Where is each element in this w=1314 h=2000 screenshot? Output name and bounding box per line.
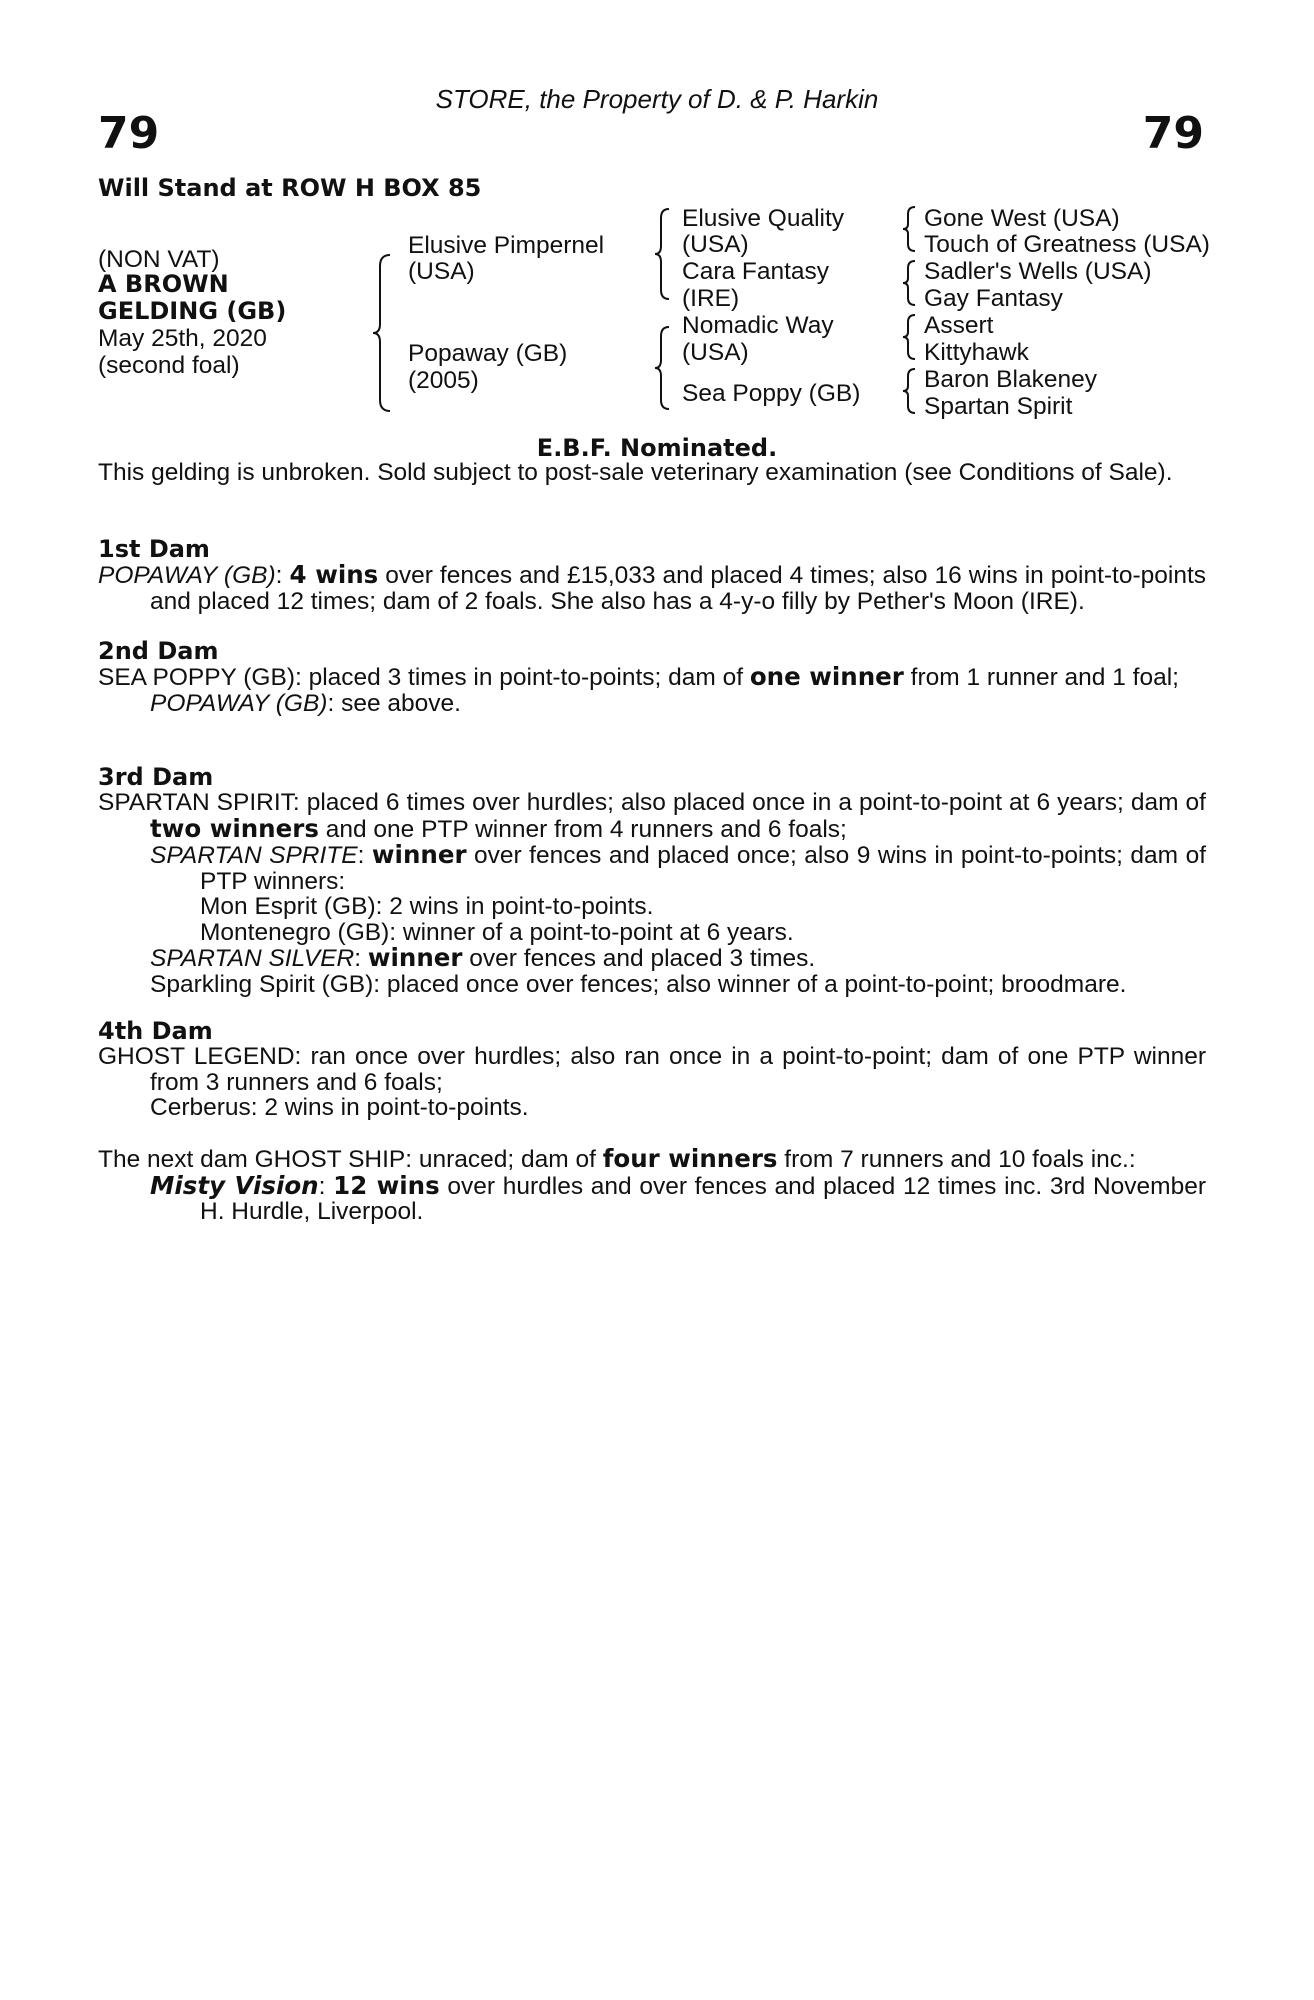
pedigree-brace-gg2 [902,260,918,306]
sparkling-spirit-entry: Sparkling Spirit (GB): placed once over fences; also winner of a point-to-point; broodmare. [150,970,1127,998]
next-dam-text [98,1146,1206,1173]
second-dam-offspring-note: : see above. [327,689,461,717]
second-dam-offspring-name: POPAWAY (GB) [150,689,328,717]
first-dam-text [98,562,1206,614]
spartan-silver-detail: over fences and placed 3 times. [462,945,816,972]
great-grandparent: Gay Fantasy [924,285,1063,312]
pedigree-brace-sire [654,208,672,300]
second-dam-section [98,638,1206,716]
great-grandparent: Gone West (USA) [924,205,1120,232]
first-dam-colon: : [275,562,290,589]
dam-dam-name: Sea Poppy (GB) [682,380,861,407]
spartan-silver-colon: : [354,945,368,972]
third-dam-text [98,790,1206,842]
spartan-silver-winner: winner [367,943,463,972]
second-dam-offspring [150,691,1206,717]
great-grandparent: Baron Blakeney [924,366,1097,393]
next-dam-winners: four winners [602,1144,778,1173]
third-dam-heading: 3rd Dam [98,763,214,791]
fourth-dam-section [98,1018,1206,1121]
lot-number-left: 79 [98,108,160,159]
misty-vision-entry [150,1170,1207,1225]
cerberus-entry: Cerberus: 2 wins in point-to-points. [150,1094,529,1121]
sire-sire-origin: (USA) [682,231,749,258]
pedigree-brace-gg1 [902,206,918,252]
first-dam-section [98,536,1206,614]
next-dam-section [98,1146,1206,1225]
second-dam-detail-b: from 1 runner and 1 foal; [903,664,1179,691]
third-dam-detail-a: SPARTAN SPIRIT: placed 6 times over hurdles; also placed once in a point-to-point at 6 years; dam of [98,789,1206,816]
fourth-dam-heading: 4th Dam [98,1017,213,1045]
spartan-sprite-entry [150,842,1206,894]
third-dam-detail-b: and one PTP winner from 4 runners and 6 foals; [318,815,847,843]
great-grandparent: Assert [924,312,994,339]
next-dam-detail-b: from 7 runners and 10 foals inc.: [777,1146,1136,1173]
dam-year: (2005) [408,367,479,394]
third-dam-section [98,764,1206,997]
great-grandparent: Sadler's Wells (USA) [924,258,1152,285]
sire-dam-name: Cara Fantasy [682,258,830,285]
misty-vision-detail: over hurdles and over fences and placed 12 times inc. 3rd November H. Hurdle, Liverpool. [200,1172,1207,1225]
spartan-sprite-colon: : [357,842,372,869]
dam-sire-name: Nomadic Way [682,312,834,339]
lot-number-right: 79 [1142,108,1204,159]
montenegro-entry: Montenegro (GB): winner of a point-to-point at 6 years. [200,918,794,946]
misty-vision-wins: 12 wins [333,1170,440,1200]
first-dam-detail: over fences and £15,033 and placed 4 times; also 16 wins in point-to-points and placed 12 times; dam of 2 foals. She also has a 4-y-o filly by Pether's Moon (IRE). [150,562,1207,615]
pedigree-brace-dam [654,326,672,410]
great-grandparent: Touch of Greatness (USA) [924,231,1210,258]
vat-status: (NON VAT) [98,246,220,273]
spartan-sprite-detail: over fences and placed once; also 9 wins in point-to-points; dam of PTP winners: [200,842,1207,895]
sire-name: Elusive Pimpernel [408,232,605,259]
great-grandparent: Spartan Spirit [924,393,1073,420]
horse-description-line2: GELDING (GB) [98,297,287,325]
intro-text: This gelding is unbroken. Sold subject to post-sale veterinary examination (see Conditions of Sale). [98,459,1173,486]
pedigree-brace-gg4 [902,368,918,414]
first-dam-heading: 1st Dam [98,535,210,563]
dam-sire-origin: (USA) [682,339,749,366]
pedigree-brace-main [372,254,394,412]
intro-section [98,460,1206,486]
horse-description-line1: A BROWN [98,270,229,298]
first-dam-name: POPAWAY (GB) [98,562,276,589]
foal-note: (second foal) [98,352,240,379]
second-dam-heading: 2nd Dam [98,637,219,665]
spartan-silver-name: SPARTAN SILVER [150,945,355,972]
second-dam-text [98,664,1206,691]
foaling-date: May 25th, 2020 [98,325,267,352]
great-grandparent: Kittyhawk [924,339,1029,366]
misty-vision-name: Misty Vision [150,1170,319,1200]
sire-sire-name: Elusive Quality [682,205,845,232]
fourth-dam-text: GHOST LEGEND: ran once over hurdles; also ran once in a point-to-point; dam of one PTP winner from 3 runners and 6 foals; [98,1043,1206,1096]
first-dam-wins: 4 wins [289,560,379,589]
next-dam-detail-a: The next dam GHOST SHIP: unraced; dam of [98,1146,603,1173]
misty-vision-colon: : [318,1172,334,1200]
dam-name: Popaway (GB) [408,340,568,367]
pedigree-brace-gg3 [902,314,918,360]
spartan-sprite-name: SPARTAN SPRITE [150,842,358,869]
mon-esprit-entry: Mon Esprit (GB): 2 wins in point-to-points. [200,893,654,920]
ebf-nominated: E.B.F. Nominated. [536,434,778,462]
spartan-sprite-winner: winner [371,840,467,869]
second-dam-detail-a: SEA POPPY (GB): placed 3 times in point-to-points; dam of [98,664,750,691]
third-dam-winners: two winners [150,813,319,843]
spartan-silver-entry [150,945,1206,972]
second-dam-winners: one winner [749,662,904,691]
sire-origin: (USA) [408,258,475,285]
stand-location: Will Stand at ROW H BOX 85 [98,174,482,202]
sale-title: STORE, the Property of D. & P. Harkin [435,84,879,114]
sire-dam-origin: (IRE) [682,285,740,312]
